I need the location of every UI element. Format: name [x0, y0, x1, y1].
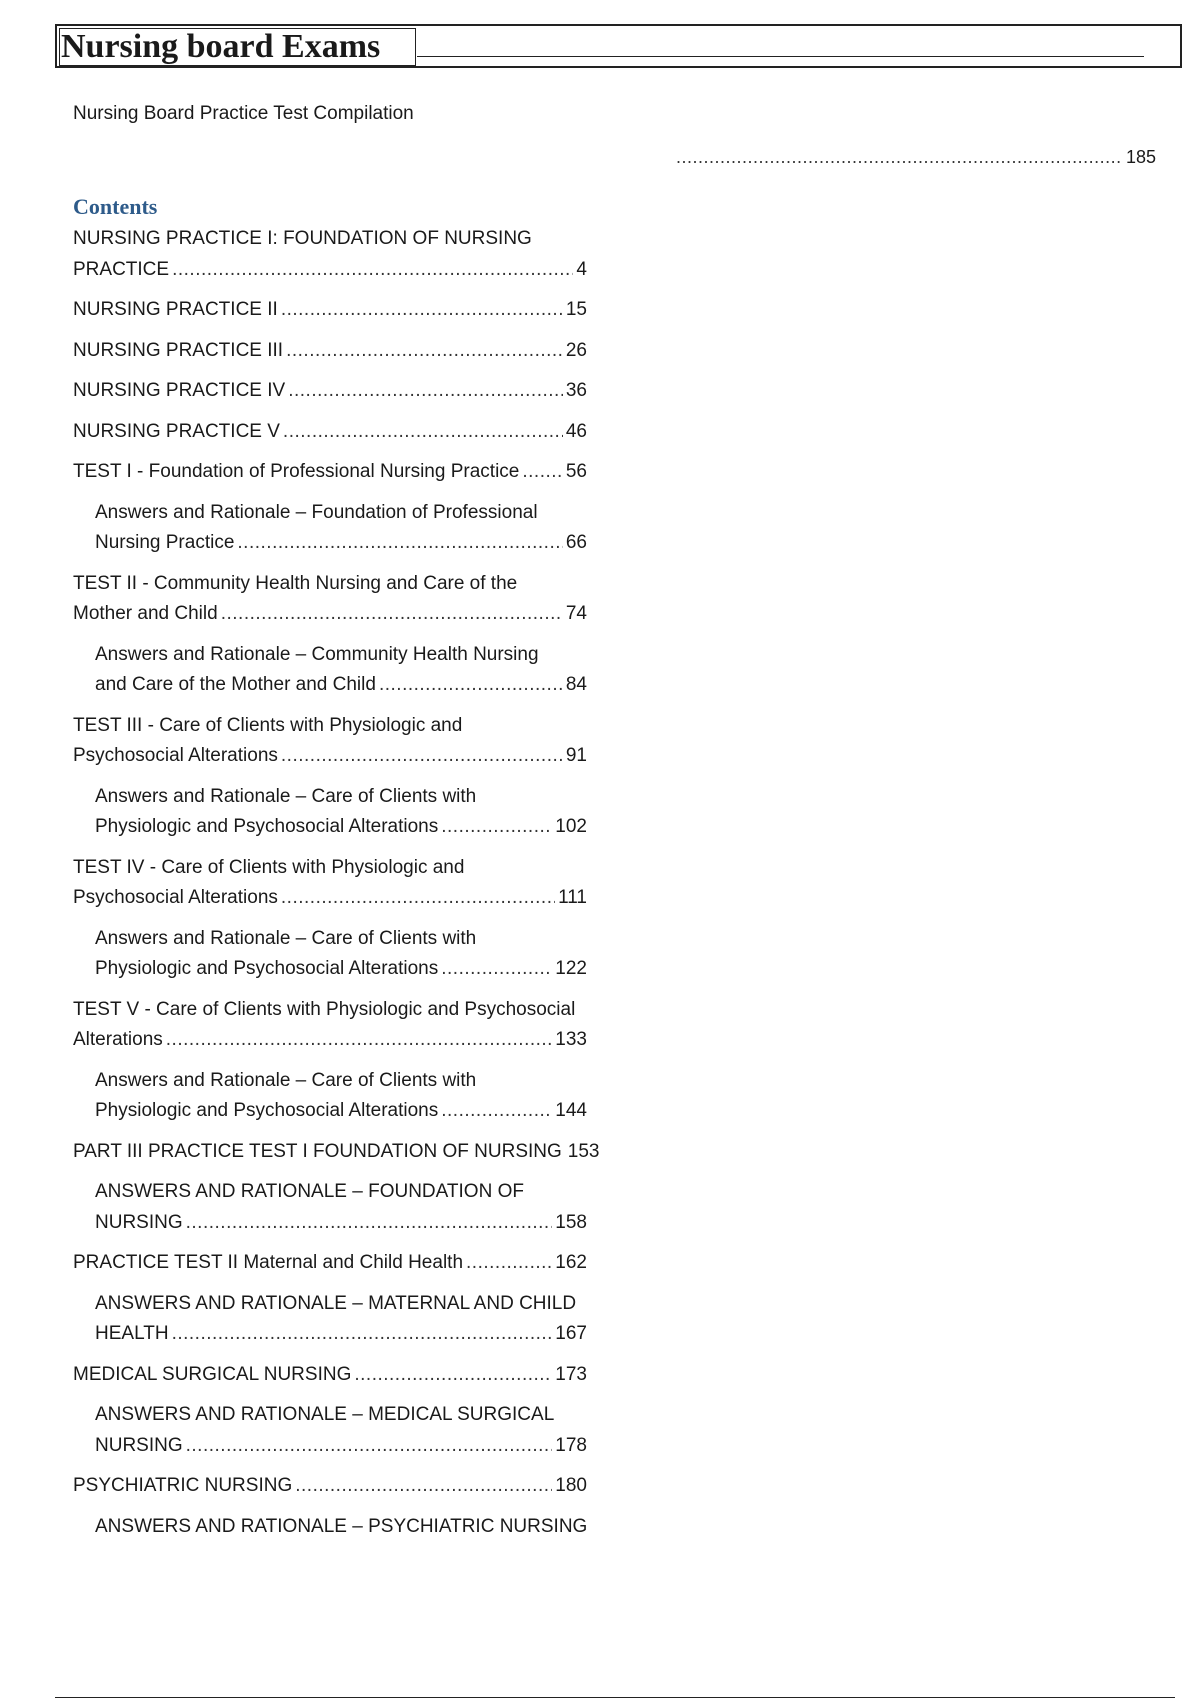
toc-entry[interactable]: [73, 1512, 587, 1543]
toc-entry[interactable]: [73, 853, 587, 914]
toc-entry-title: MEDICAL SURGICAL NURSING: [73, 1363, 352, 1385]
toc-entry[interactable]: [73, 924, 587, 985]
toc-entry-line: [73, 1471, 587, 1502]
toc-page-number: 66: [565, 532, 587, 553]
dot-leader: [466, 1248, 552, 1279]
dot-leader: [166, 1025, 553, 1056]
toc-page-number: 15: [565, 299, 587, 320]
toc-entry[interactable]: [73, 376, 587, 407]
toc-entry[interactable]: [73, 1360, 587, 1391]
toc-entry-title: NURSING PRACTICE II: [73, 299, 278, 320]
toc-entry-title: Physiologic and Psychosocial Alterations: [95, 958, 439, 979]
dot-leader: [281, 295, 563, 326]
toc-entry-title: NURSING: [95, 1434, 183, 1456]
toc-entry-title: Psychosocial Alterations: [73, 745, 278, 766]
toc-entry[interactable]: [73, 782, 587, 843]
toc-page-number: 36: [565, 380, 587, 401]
toc-entry[interactable]: [73, 457, 587, 488]
toc-entry[interactable]: [73, 1400, 587, 1461]
dot-leader: [441, 812, 552, 843]
toc-entry-line: [95, 1096, 587, 1127]
toc-entry-title: PRACTICE TEST II Maternal and Child Health: [73, 1252, 464, 1273]
toc-entry-line: [73, 336, 587, 367]
toc-entry[interactable]: [73, 995, 587, 1056]
toc-entry-text: TEST IV - Care of Clients with Physiologic and: [73, 856, 465, 878]
toc-entry-text: Answers and Rationale – Foundation of Professional: [95, 501, 538, 523]
toc-entry-title: HEALTH: [95, 1323, 169, 1344]
dot-leader: [379, 670, 563, 701]
toc-page-number: 153: [567, 1140, 600, 1162]
toc-entry-line: [95, 1512, 587, 1543]
toc-entry-line: [73, 457, 587, 488]
toc-entry-line: [95, 954, 587, 985]
toc-entry-text: Answers and Rationale – Care of Clients with: [95, 785, 477, 807]
toc-entry-title: ANSWERS AND RATIONALE – PSYCHIATRIC NURSING: [95, 1515, 588, 1537]
toc-entry-title: Nursing Practice: [95, 532, 235, 553]
toc-entry-title: PSYCHIATRIC NURSING: [73, 1475, 293, 1496]
toc-entry-line: [73, 1360, 587, 1391]
toc-entry-line: [73, 599, 587, 630]
toc-entry[interactable]: [73, 1471, 587, 1502]
dot-leader: [286, 336, 563, 367]
toc-entry-line: [73, 1248, 587, 1279]
toc-heading: Contents: [73, 194, 158, 219]
toc-entry-title: and Care of the Mother and Child: [95, 674, 376, 695]
toc-page-number: 173: [555, 1363, 587, 1385]
toc-entry[interactable]: [73, 1289, 587, 1350]
footer-rule: [55, 1697, 1175, 1698]
toc-entry[interactable]: [73, 295, 587, 326]
toc-entry-text: NURSING PRACTICE I: FOUNDATION OF NURSING: [73, 228, 532, 249]
dot-leader: [221, 599, 563, 630]
toc-entry[interactable]: [73, 224, 587, 285]
toc-entry-line: [95, 1319, 587, 1350]
dot-leader: [186, 1208, 553, 1239]
toc-entry[interactable]: [73, 417, 587, 448]
toc-entry[interactable]: [73, 1177, 587, 1238]
toc-entry-line: [73, 295, 587, 326]
dot-leader: [441, 1096, 552, 1127]
toc-entry-title: NURSING PRACTICE III: [73, 339, 284, 361]
toc-entry-text: Answers and Rationale – Care of Clients with: [95, 1069, 477, 1091]
toc-entry[interactable]: [73, 336, 587, 367]
toc-entry-title: NURSING PRACTICE V: [73, 420, 280, 442]
dot-leader: [281, 741, 563, 772]
toc-entry-line: [73, 417, 587, 448]
toc-entry-line: [73, 1025, 587, 1056]
dot-leader: [172, 255, 573, 286]
toc-entry-text: ANSWERS AND RATIONALE – MEDICAL SURGICAL: [95, 1404, 555, 1425]
toc-page-number: 122: [555, 958, 587, 979]
toc-page-number: 74: [565, 603, 587, 624]
toc-entry-line: [73, 255, 587, 286]
toc-entry-title: Alterations: [73, 1029, 163, 1050]
compilation-page-entry[interactable]: [673, 147, 1156, 168]
toc-entry[interactable]: [73, 1066, 587, 1127]
toc-entry[interactable]: [73, 1137, 600, 1168]
dot-leader: [186, 1431, 553, 1462]
toc-page-number: 180: [555, 1475, 587, 1496]
toc-page-number: 158: [555, 1211, 587, 1233]
toc-entry-title: Physiologic and Psychosocial Alterations: [95, 1100, 439, 1121]
toc-entry-text: ANSWERS AND RATIONALE – MATERNAL AND CHILD: [95, 1292, 577, 1314]
header-rule: [417, 56, 1144, 57]
toc-entry-line: [95, 1208, 587, 1239]
toc-entry[interactable]: [73, 711, 587, 772]
toc-entry-title: Physiologic and Psychosocial Alterations: [95, 816, 439, 837]
toc-entry-line: [95, 528, 587, 559]
dot-leader: [172, 1319, 553, 1350]
toc-page-number: 4: [576, 258, 587, 280]
toc-entry-line: [95, 812, 587, 843]
toc-page-number: 56: [565, 461, 587, 482]
toc-entry-title: Psychosocial Alterations: [73, 887, 278, 908]
toc-entry-line: [73, 741, 587, 772]
toc-entry-text: TEST V - Care of Clients with Physiologic and Psychosocial: [73, 998, 576, 1020]
toc-entry-line: [95, 1431, 587, 1462]
toc-page-number: 144: [555, 1100, 587, 1121]
toc-entry-text: ANSWERS AND RATIONALE – FOUNDATION OF: [95, 1181, 524, 1202]
toc-entry-title: Mother and Child: [73, 603, 218, 624]
toc-entry-title: NURSING: [95, 1211, 183, 1233]
toc-entry-line: [73, 883, 587, 914]
toc-page-number: 84: [565, 674, 587, 695]
compilation-page-number: 185: [1125, 147, 1156, 167]
dot-leader: [522, 457, 563, 488]
toc-page-number: 162: [555, 1252, 587, 1273]
dot-leader: [288, 376, 563, 407]
toc-entry-text: Answers and Rationale – Community Health Nursing: [95, 643, 539, 665]
toc-entry[interactable]: [73, 569, 587, 630]
dot-leader: [281, 883, 555, 914]
toc-page-number: 178: [555, 1434, 587, 1456]
toc-entry-line: [95, 670, 587, 701]
toc-entry-text: TEST II - Community Health Nursing and Care of the: [73, 572, 518, 594]
toc-entry-title: PRACTICE: [73, 258, 170, 280]
dot-leader: [676, 147, 1123, 168]
toc-page-number: 46: [565, 420, 587, 442]
dot-leader: [354, 1360, 552, 1391]
toc-page-number: 111: [558, 887, 587, 908]
dot-leader: [237, 528, 562, 559]
dot-leader: [441, 954, 552, 985]
page-header: [55, 24, 1182, 68]
toc-entry-title: PART III PRACTICE TEST I FOUNDATION OF NURSING: [73, 1140, 562, 1162]
toc-page-number: 133: [555, 1029, 587, 1050]
document-title: Nursing board Exams: [59, 28, 416, 66]
dot-leader: [295, 1471, 552, 1502]
toc-page-number: 102: [555, 816, 587, 837]
toc-entry[interactable]: [73, 640, 587, 701]
toc-entry-title: NURSING PRACTICE IV: [73, 380, 286, 401]
toc-entry-line: [73, 376, 587, 407]
toc-entry-text: TEST III - Care of Clients with Physiologic and: [73, 714, 463, 736]
toc-page-number: 26: [565, 339, 587, 361]
dot-leader: [283, 417, 563, 448]
toc-entry[interactable]: [73, 498, 587, 559]
toc-page-number: 167: [555, 1323, 587, 1344]
toc-entry-title: TEST I - Foundation of Professional Nursing Practice: [73, 461, 520, 482]
table-of-contents: [73, 224, 600, 1552]
toc-entry[interactable]: [73, 1248, 587, 1279]
toc-page-number: 91: [565, 745, 587, 766]
toc-entry-line: [73, 1137, 600, 1168]
compilation-title[interactable]: Nursing Board Practice Test Compilation: [73, 103, 414, 124]
toc-entry-text: Answers and Rationale – Care of Clients with: [95, 927, 477, 949]
